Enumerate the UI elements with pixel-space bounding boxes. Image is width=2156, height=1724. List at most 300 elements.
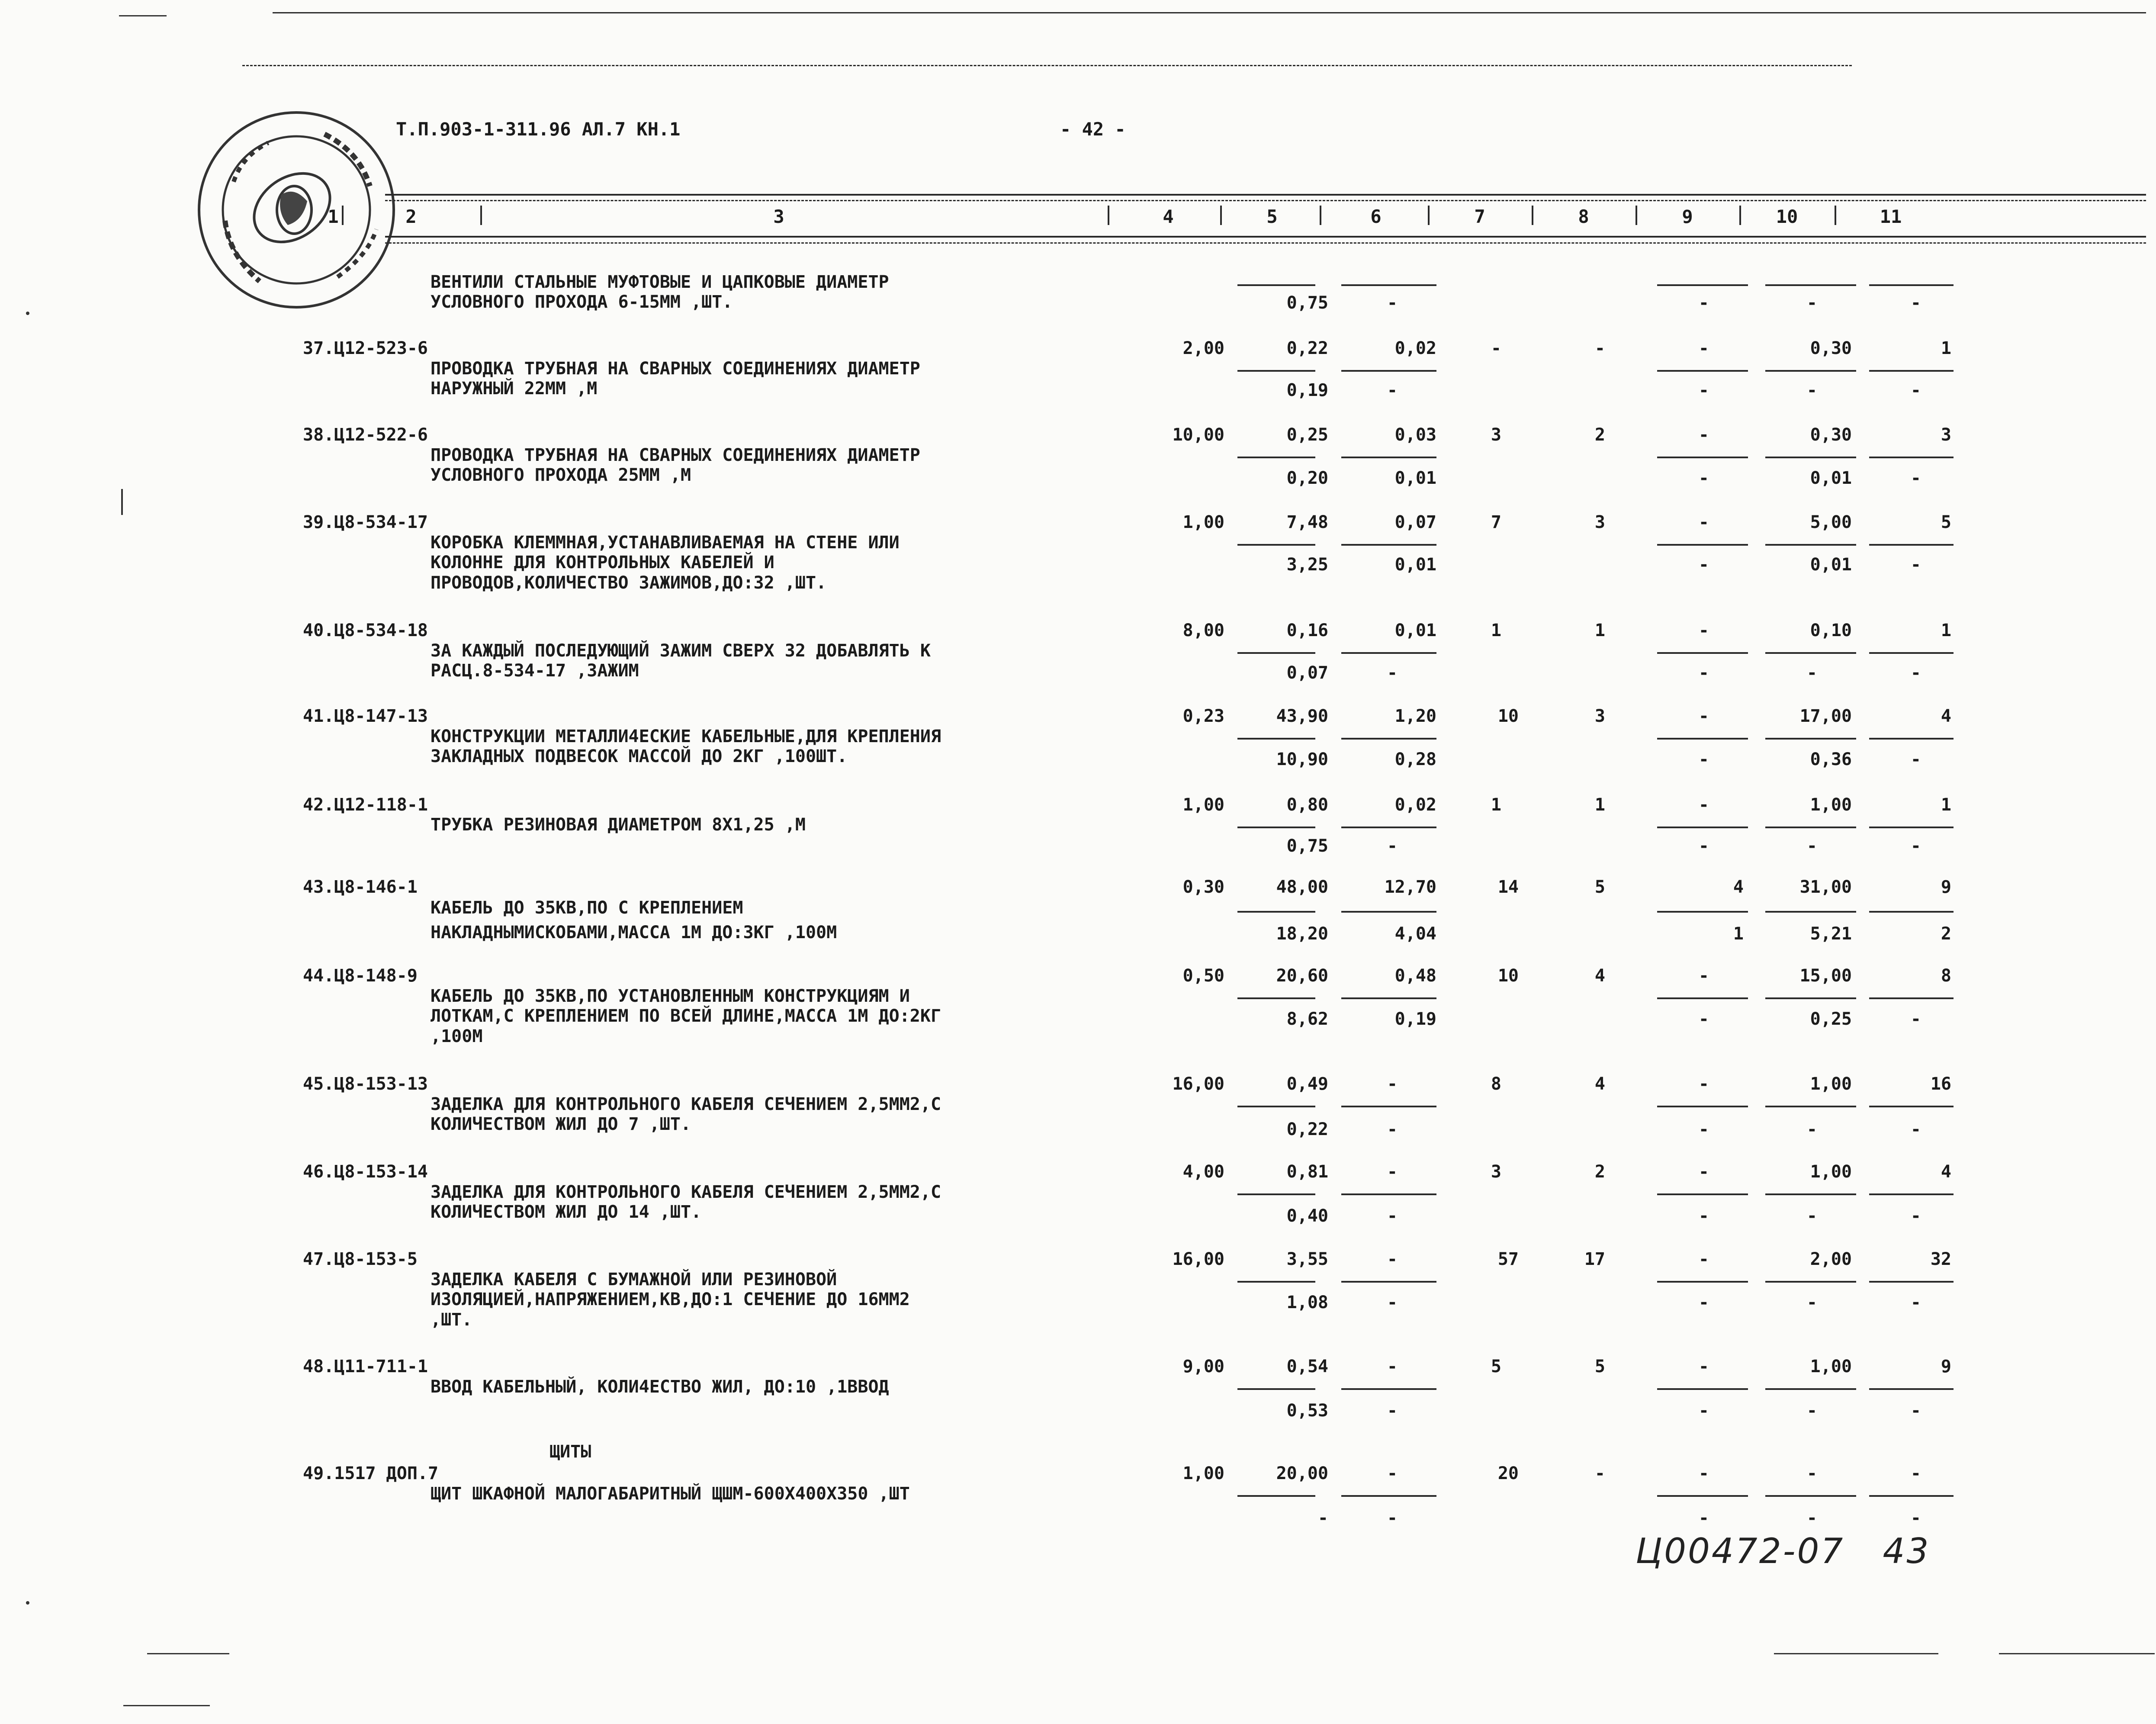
cell-col9: - xyxy=(1698,338,1709,358)
cell-col6: 0,03 xyxy=(1394,425,1436,445)
cell-col10-lower: - xyxy=(1806,836,1817,856)
cell-col6: - xyxy=(1387,1463,1398,1483)
cell-col11: - xyxy=(1910,1463,1921,1483)
cell-col6: - xyxy=(1387,1074,1398,1094)
cell-divider xyxy=(1237,652,1315,654)
cell-col4: 8,00 xyxy=(1182,621,1224,640)
cell-col7: 7 xyxy=(1491,512,1501,532)
cell-col9-lower: - xyxy=(1698,380,1709,400)
cell-col9: 4 xyxy=(1733,877,1744,897)
cell-divider xyxy=(1341,370,1436,372)
cell-divider xyxy=(1341,1495,1436,1497)
cell-col11: 1 xyxy=(1941,795,1951,815)
cell-col5-lower: 0,53 xyxy=(1286,1401,1328,1421)
cell-col6-lower: - xyxy=(1387,1206,1398,1226)
row-desc: КОЛОННЕ ДЛЯ КОНТРОЛЬНЫХ КАБЕЛЕЙ И xyxy=(431,553,774,573)
row-desc: ВВОД КАБЕЛЬНЫЙ, КОЛИ4ЕСТВО ЖИЛ, ДО:10 ,1ВВОД xyxy=(431,1377,889,1397)
cell-col4: 16,00 xyxy=(1172,1249,1224,1269)
cell-col11-lower: - xyxy=(1910,1206,1921,1226)
cell-col11-lower: - xyxy=(1910,1401,1921,1421)
scan-mark xyxy=(119,15,167,16)
cell-col4: 2,00 xyxy=(1182,338,1224,358)
scan-mark xyxy=(1999,1653,2155,1654)
cell-col5: 0,25 xyxy=(1286,425,1328,445)
row-code: 48.Ц11-711-1 xyxy=(303,1357,428,1377)
cell-col5: 20,60 xyxy=(1276,966,1328,986)
cell-col8: 5 xyxy=(1594,1357,1605,1377)
round-seal-icon xyxy=(195,108,398,312)
cell-divider xyxy=(1341,1193,1436,1195)
page-number: - 42 - xyxy=(1060,119,1126,140)
cell-col9: - xyxy=(1698,425,1709,445)
column-header: 3 xyxy=(773,206,784,227)
cell-col10-lower: - xyxy=(1806,293,1817,313)
cell-divider xyxy=(1657,1495,1748,1497)
cell-col4: 1,00 xyxy=(1182,512,1224,532)
cell-divider xyxy=(1869,284,1954,286)
cell-divider xyxy=(1765,1106,1856,1107)
column-separator xyxy=(1320,206,1321,225)
cell-col6-lower: - xyxy=(1387,1401,1398,1421)
cell-col6-lower: 0,19 xyxy=(1394,1009,1436,1029)
cell-divider xyxy=(1869,1495,1954,1497)
cell-col10: 0,30 xyxy=(1810,425,1852,445)
row-desc: УСЛОВНОГО ПРОХОДА 6-15ММ ,ШТ. xyxy=(431,292,733,312)
table-header-bottom-rule-2 xyxy=(385,242,2146,244)
row-code: 43.Ц8-146-1 xyxy=(303,877,418,897)
row-desc: КОНСТРУКЦИИ МЕТАЛЛИ4ЕСКИЕ КАБЕЛЬНЫЕ,ДЛЯ КРЕПЛЕНИЯ xyxy=(431,727,941,746)
cell-col10-lower: - xyxy=(1806,1293,1817,1312)
cell-col8: 2 xyxy=(1594,1162,1605,1182)
cell-col11-lower: - xyxy=(1910,293,1921,313)
cell-divider xyxy=(1341,1106,1436,1107)
column-separator xyxy=(1739,206,1741,225)
cell-divider xyxy=(1869,827,1954,828)
cell-col8: 3 xyxy=(1594,512,1605,532)
cell-col5: 48,00 xyxy=(1276,877,1328,897)
cell-col6-lower: - xyxy=(1387,836,1398,856)
cell-col10: - xyxy=(1806,1463,1817,1483)
cell-col10-lower: 0,01 xyxy=(1810,468,1852,488)
column-separator xyxy=(1108,206,1109,225)
cell-divider xyxy=(1237,1281,1315,1283)
cell-divider xyxy=(1657,652,1748,654)
cell-col7: 10 xyxy=(1497,706,1519,726)
cell-col7: 3 xyxy=(1491,425,1501,445)
cell-divider xyxy=(1869,370,1954,372)
row-desc: ЗАДЕЛКА ДЛЯ КОНТРОЛЬНОГО КАБЕЛЯ СЕЧЕНИЕМ 2,5ММ2,С xyxy=(431,1182,941,1202)
cell-col11: 1 xyxy=(1941,338,1951,358)
cell-col10-lower: - xyxy=(1806,380,1817,400)
cell-col11: 8 xyxy=(1941,966,1951,986)
column-header: 11 xyxy=(1880,206,1902,227)
cell-divider xyxy=(1237,911,1315,913)
cell-col4: 16,00 xyxy=(1172,1074,1224,1094)
cell-divider xyxy=(1765,370,1856,372)
cell-col6: 1,20 xyxy=(1394,706,1436,726)
row-desc: ЗАКЛАДНЫХ ПОДВЕСОК МАССОЙ ДО 2КГ ,100ШТ. xyxy=(431,746,848,766)
column-separator xyxy=(342,206,344,225)
cell-col10: 15,00 xyxy=(1799,966,1852,986)
cell-col6: 0,48 xyxy=(1394,966,1436,986)
row-code: 47.Ц8-153-5 xyxy=(303,1249,418,1269)
cell-col7: 57 xyxy=(1497,1249,1519,1269)
column-header: 6 xyxy=(1370,206,1382,227)
cell-col8: 1 xyxy=(1594,621,1605,640)
cell-col11: 1 xyxy=(1941,621,1951,640)
cell-col11-lower: - xyxy=(1910,749,1921,769)
cell-col11-lower: - xyxy=(1910,468,1921,488)
cell-col4: 0,30 xyxy=(1182,877,1224,897)
cell-divider xyxy=(1657,544,1748,546)
row-desc: УСЛОВНОГО ПРОХОДА 25ММ ,М xyxy=(431,465,691,485)
cell-col6: 0,07 xyxy=(1394,512,1436,532)
cell-col6-lower: - xyxy=(1387,1119,1398,1139)
cell-divider xyxy=(1341,738,1436,740)
cell-divider xyxy=(1657,1281,1748,1283)
cell-col6: - xyxy=(1387,1162,1398,1182)
cell-col11: 4 xyxy=(1941,706,1951,726)
row-desc: НАРУЖНЫЙ 22ММ ,М xyxy=(431,379,598,399)
cell-col10: 0,10 xyxy=(1810,621,1852,640)
cell-col10: 1,00 xyxy=(1810,1162,1852,1182)
cell-divider xyxy=(1765,738,1856,740)
row-desc: ,ШТ. xyxy=(431,1310,472,1330)
cell-divider xyxy=(1237,1193,1315,1195)
cell-col8: 4 xyxy=(1594,966,1605,986)
cell-col9-lower: - xyxy=(1698,663,1709,683)
row-code: 49.1517 ДОП.7 xyxy=(303,1463,439,1483)
cell-divider xyxy=(1237,997,1315,999)
cell-col7: - xyxy=(1491,338,1501,358)
scan-mark xyxy=(121,489,123,515)
cell-divider xyxy=(1765,1495,1856,1497)
handwritten-note: Ц00472-07 43 xyxy=(1635,1531,1931,1571)
cell-divider xyxy=(1657,997,1748,999)
cell-col9: - xyxy=(1698,1463,1709,1483)
cell-col11-lower: - xyxy=(1910,1009,1921,1029)
column-header: 10 xyxy=(1776,206,1798,227)
cell-divider xyxy=(1341,284,1436,286)
cell-divider xyxy=(1341,1388,1436,1390)
row-desc: КОЛИЧЕСТВОМ ЖИЛ ДО 14 ,ШТ. xyxy=(431,1202,702,1222)
cell-divider xyxy=(1341,1281,1436,1283)
column-separator xyxy=(1835,206,1836,225)
cell-col10: 1,00 xyxy=(1810,1357,1852,1377)
cell-col11-lower: - xyxy=(1910,1508,1921,1528)
cell-divider xyxy=(1869,738,1954,740)
cell-col5-lower: - xyxy=(1317,1508,1328,1528)
cell-col8: 4 xyxy=(1594,1074,1605,1094)
row-code: 42.Ц12-118-1 xyxy=(303,795,428,815)
cell-divider xyxy=(1341,652,1436,654)
scan-mark xyxy=(26,312,29,315)
scan-mark xyxy=(1774,1653,1938,1654)
column-header: 8 xyxy=(1578,206,1589,227)
cell-col7: 8 xyxy=(1491,1074,1501,1094)
cell-col9-lower: - xyxy=(1698,836,1709,856)
cell-col6: 0,02 xyxy=(1394,338,1436,358)
row-desc: ИЗОЛЯЦИЕЙ,НАПРЯЖЕНИЕМ,КВ,ДО:1 СЕЧЕНИЕ ДО 16ММ2 xyxy=(431,1290,910,1309)
column-separator xyxy=(1635,206,1637,225)
cell-col11: 32 xyxy=(1930,1249,1951,1269)
cell-col6: - xyxy=(1387,1357,1398,1377)
cell-col7: 3 xyxy=(1491,1162,1501,1182)
row-desc: ЗАДЕЛКА ДЛЯ КОНТРОЛЬНОГО КАБЕЛЯ СЕЧЕНИЕМ 2,5ММ2,С xyxy=(431,1094,941,1114)
cell-col5: 43,90 xyxy=(1276,706,1328,726)
cell-col11-lower: - xyxy=(1910,555,1921,575)
column-header: 2 xyxy=(405,206,417,227)
cell-col4: 0,50 xyxy=(1182,966,1224,986)
cell-col6-lower: 4,04 xyxy=(1394,924,1436,944)
cell-col4: 10,00 xyxy=(1172,425,1224,445)
cell-col5-lower: 0,07 xyxy=(1286,663,1328,683)
cell-col9-lower: - xyxy=(1698,1009,1709,1029)
cell-col11-lower: - xyxy=(1910,380,1921,400)
row-desc: КАБЕЛЬ ДО 35КВ,ПО С КРЕПЛЕНИЕМ xyxy=(431,898,743,918)
cell-divider xyxy=(1765,652,1856,654)
cell-col10-lower: 0,25 xyxy=(1810,1009,1852,1029)
cell-col10: 2,00 xyxy=(1810,1249,1852,1269)
cell-divider xyxy=(1765,1281,1856,1283)
cell-col9-lower: - xyxy=(1698,1293,1709,1312)
cell-col5-lower: 1,08 xyxy=(1286,1293,1328,1312)
cell-col5-lower: 0,19 xyxy=(1286,380,1328,400)
cell-divider xyxy=(1765,457,1856,458)
cell-divider xyxy=(1341,457,1436,458)
cell-col10-lower: 0,36 xyxy=(1810,749,1852,769)
scan-mark xyxy=(26,1601,29,1605)
row-desc: РАСЦ.8-534-17 ,ЗАЖИМ xyxy=(431,661,639,681)
cell-col10: 1,00 xyxy=(1810,795,1852,815)
cell-col5: 0,81 xyxy=(1286,1162,1328,1182)
cell-divider xyxy=(1657,738,1748,740)
cell-col10-lower: - xyxy=(1806,1119,1817,1139)
cell-divider xyxy=(1237,1106,1315,1107)
cell-col7: 5 xyxy=(1491,1357,1501,1377)
cell-col9-lower: 1 xyxy=(1733,924,1744,944)
cell-divider xyxy=(1765,1388,1856,1390)
cell-col11-lower: - xyxy=(1910,836,1921,856)
row-desc: ЗА КАЖДЫЙ ПОСЛЕДУЮЩИЙ ЗАЖИМ СВЕРХ 32 ДОБАВЛЯТЬ К xyxy=(431,641,931,661)
cell-col9: - xyxy=(1698,1249,1709,1269)
border-line-dashed xyxy=(242,65,1852,66)
cell-divider xyxy=(1765,911,1856,913)
cell-col7: 1 xyxy=(1491,621,1501,640)
row-desc: НАКЛАДНЫМИСКОБАМИ,МАССА 1М ДО:3КГ ,100М xyxy=(431,923,837,942)
cell-col5-lower: 0,40 xyxy=(1286,1206,1328,1226)
cell-col9-lower: - xyxy=(1698,1401,1709,1421)
cell-col5: 7,48 xyxy=(1286,512,1328,532)
cell-col10-lower: - xyxy=(1806,663,1817,683)
cell-col9: - xyxy=(1698,1357,1709,1377)
cell-divider xyxy=(1657,911,1748,913)
row-desc: КОЛИЧЕСТВОМ ЖИЛ ДО 7 ,ШТ. xyxy=(431,1114,691,1134)
cell-col5-lower: 18,20 xyxy=(1276,924,1328,944)
cell-col9: - xyxy=(1698,621,1709,640)
cell-col8: 2 xyxy=(1594,425,1605,445)
cell-divider xyxy=(1341,827,1436,828)
row-desc: ПРОВОДОВ,КОЛИЧЕСТВО ЗАЖИМОВ,ДО:32 ,ШТ. xyxy=(431,573,827,593)
cell-col7: 20 xyxy=(1497,1463,1519,1483)
cell-col7: 10 xyxy=(1497,966,1519,986)
cell-col8: - xyxy=(1594,1463,1605,1483)
cell-col9-lower: - xyxy=(1698,749,1709,769)
cell-col5-lower: 0,22 xyxy=(1286,1119,1328,1139)
cell-col5: 0,22 xyxy=(1286,338,1328,358)
cell-col8: 3 xyxy=(1594,706,1605,726)
row-code: 44.Ц8-148-9 xyxy=(303,966,418,986)
cell-divider xyxy=(1657,370,1748,372)
cell-col11-lower: - xyxy=(1910,1119,1921,1139)
cell-col11: 4 xyxy=(1941,1162,1951,1182)
cell-col11: 5 xyxy=(1941,512,1951,532)
scan-mark xyxy=(147,1653,229,1654)
cell-col9: - xyxy=(1698,966,1709,986)
cell-col5-lower: 8,62 xyxy=(1286,1009,1328,1029)
cell-col11: 9 xyxy=(1941,877,1951,897)
cell-col9-lower: - xyxy=(1698,1508,1709,1528)
cell-col6: 0,01 xyxy=(1394,621,1436,640)
row-desc: КАБЕЛЬ ДО 35КВ,ПО УСТАНОВЛЕННЫМ КОНСТРУКЦИЯМ И xyxy=(431,986,910,1006)
cell-col11: 16 xyxy=(1930,1074,1951,1094)
cell-col7: 14 xyxy=(1497,877,1519,897)
row-desc: ТРУБКА РЕЗИНОВАЯ ДИАМЕТРОМ 8Х1,25 ,М xyxy=(431,815,806,835)
cell-divider xyxy=(1341,911,1436,913)
cell-col9: - xyxy=(1698,512,1709,532)
cell-divider xyxy=(1869,652,1954,654)
cell-col6-lower: - xyxy=(1387,380,1398,400)
cell-divider xyxy=(1869,544,1954,546)
cell-col11: 9 xyxy=(1941,1357,1951,1377)
section-title: ЩИТЫ xyxy=(549,1442,591,1462)
row-desc: ,100М xyxy=(431,1026,483,1046)
cell-col11-lower: - xyxy=(1910,663,1921,683)
document-code: Т.П.903-1-311.96 АЛ.7 КН.1 xyxy=(396,119,681,140)
cell-col10-lower: - xyxy=(1806,1206,1817,1226)
cell-divider xyxy=(1869,1281,1954,1283)
cell-divider xyxy=(1237,1388,1315,1390)
cell-divider xyxy=(1237,457,1315,458)
cell-divider xyxy=(1869,911,1954,913)
cell-col5-lower: 0,20 xyxy=(1286,468,1328,488)
cell-col5: 0,54 xyxy=(1286,1357,1328,1377)
column-header: 1 xyxy=(328,206,339,227)
row-code: 46.Ц8-153-14 xyxy=(303,1162,428,1182)
cell-col6: 12,70 xyxy=(1384,877,1436,897)
row-code: 41.Ц8-147-13 xyxy=(303,706,428,726)
cell-divider xyxy=(1869,1193,1954,1195)
cell-col9: - xyxy=(1698,1074,1709,1094)
cell-divider xyxy=(1657,827,1748,828)
table-header-bottom-rule xyxy=(385,236,2146,238)
cell-col4: 0,23 xyxy=(1182,706,1224,726)
cell-col6-lower: - xyxy=(1387,663,1398,683)
cell-divider xyxy=(1237,284,1315,286)
column-header: 5 xyxy=(1266,206,1278,227)
cell-divider xyxy=(1237,1495,1315,1497)
cell-col6-lower: - xyxy=(1387,1293,1398,1312)
column-separator xyxy=(1428,206,1430,225)
column-separator xyxy=(480,206,482,225)
row-desc: КОРОБКА КЛЕММНАЯ,УСТАНАВЛИВАЕМАЯ НА СТЕНЕ ИЛИ xyxy=(431,533,900,553)
cell-col5: 20,00 xyxy=(1276,1463,1328,1483)
cell-divider xyxy=(1657,1388,1748,1390)
row-code: 37.Ц12-523-6 xyxy=(303,338,428,358)
cell-col4: 1,00 xyxy=(1182,1463,1224,1483)
column-header: 9 xyxy=(1682,206,1693,227)
cell-divider xyxy=(1765,827,1856,828)
cell-col5: 3,55 xyxy=(1286,1249,1328,1269)
cell-col6-lower: 0,28 xyxy=(1394,749,1436,769)
cell-col9: - xyxy=(1698,1162,1709,1182)
row-desc: ПРОВОДКА ТРУБНАЯ НА СВАРНЫХ СОЕДИНЕНИЯХ ДИАМЕТР xyxy=(431,359,920,379)
cell-divider xyxy=(1869,457,1954,458)
cell-col10: 0,30 xyxy=(1810,338,1852,358)
cell-col4: 4,00 xyxy=(1182,1162,1224,1182)
cell-col10: 17,00 xyxy=(1799,706,1852,726)
cell-divider xyxy=(1869,1106,1954,1107)
row-code: 38.Ц12-522-6 xyxy=(303,425,428,445)
cell-col5: 0,49 xyxy=(1286,1074,1328,1094)
cell-col7: 1 xyxy=(1491,795,1501,815)
cell-col5-lower: 0,75 xyxy=(1286,836,1328,856)
cell-divider xyxy=(1765,997,1856,999)
cell-col10: 1,00 xyxy=(1810,1074,1852,1094)
cell-divider xyxy=(1657,284,1748,286)
column-header: 4 xyxy=(1163,206,1174,227)
cell-col9-lower: - xyxy=(1698,293,1709,313)
cell-divider xyxy=(1341,997,1436,999)
cell-col5-lower: 0,75 xyxy=(1286,293,1328,313)
row-desc: ЛОТКАМ,С КРЕПЛЕНИЕМ ПО ВСЕЙ ДЛИНЕ,МАССА 1М ДО:2КГ xyxy=(431,1006,941,1026)
row-desc: ЩИТ ШКАФНОЙ МАЛОГАБАРИТНЫЙ ЩШМ-600Х400Х350 ,ШТ xyxy=(431,1484,910,1504)
cell-col9: - xyxy=(1698,706,1709,726)
cell-col10: 5,00 xyxy=(1810,512,1852,532)
column-separator xyxy=(1220,206,1222,225)
cell-col5: 0,16 xyxy=(1286,621,1328,640)
cell-divider xyxy=(1657,1193,1748,1195)
cell-col11-lower: - xyxy=(1910,1293,1921,1312)
cell-divider xyxy=(1237,370,1315,372)
cell-divider xyxy=(1765,544,1856,546)
cell-divider xyxy=(1765,284,1856,286)
column-header: 7 xyxy=(1474,206,1485,227)
row-desc: ПРОВОДКА ТРУБНАЯ НА СВАРНЫХ СОЕДИНЕНИЯХ ДИАМЕТР xyxy=(431,445,920,465)
cell-col6-lower: - xyxy=(1387,293,1398,313)
cell-col9-lower: - xyxy=(1698,468,1709,488)
border-line-top xyxy=(273,12,2146,13)
row-desc: ЗАДЕЛКА КАБЕЛЯ С БУМАЖНОЙ ИЛИ РЕЗИНОВОЙ xyxy=(431,1270,837,1290)
row-code: 39.Ц8-534-17 xyxy=(303,512,428,532)
cell-col8: 5 xyxy=(1594,877,1605,897)
cell-col11-lower: 2 xyxy=(1941,924,1951,944)
cell-col6-lower: - xyxy=(1387,1508,1398,1528)
cell-col8: 17 xyxy=(1584,1249,1605,1269)
cell-col9-lower: - xyxy=(1698,555,1709,575)
cell-col9-lower: - xyxy=(1698,1206,1709,1226)
table-top-rule xyxy=(385,194,2146,196)
cell-col9-lower: - xyxy=(1698,1119,1709,1139)
cell-col5-lower: 3,25 xyxy=(1286,555,1328,575)
cell-col6: 0,02 xyxy=(1394,795,1436,815)
cell-divider xyxy=(1341,544,1436,546)
cell-divider xyxy=(1869,997,1954,999)
cell-divider xyxy=(1237,738,1315,740)
cell-divider xyxy=(1657,1106,1748,1107)
cell-col6-lower: 0,01 xyxy=(1394,468,1436,488)
row-code: 40.Ц8-534-18 xyxy=(303,621,428,640)
